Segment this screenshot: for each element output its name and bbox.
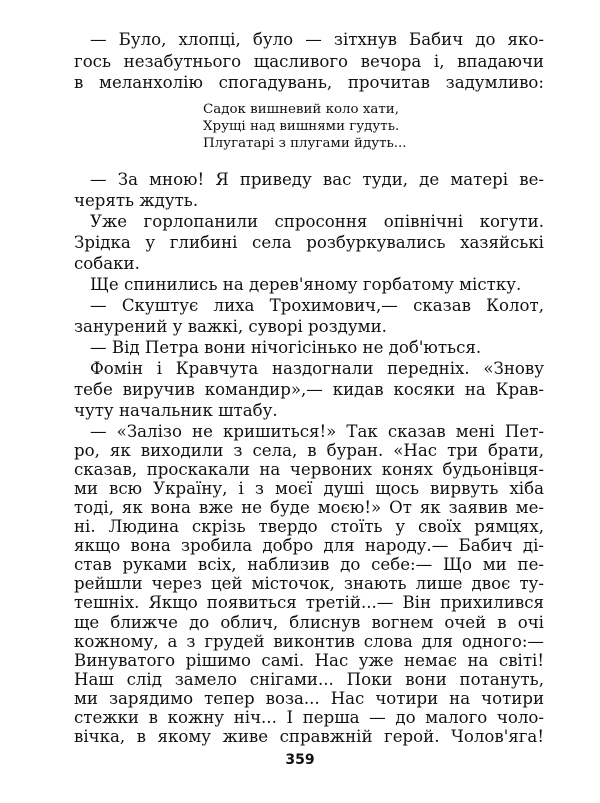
text-line: чуту начальник штабу. xyxy=(74,401,278,420)
text-line: рейшли через цей місточок, знають лише двоє ту- xyxy=(74,574,544,594)
text-line: став руками всіх, наблизив до себе:— Що ми пе- xyxy=(74,555,544,575)
text-line: — Скуштує лиха Трохимович,— сказав Колот, xyxy=(90,296,544,315)
text-line: сказав, проскакали на червоних конях будьонівця- xyxy=(74,460,544,480)
text-line: Винуватого рішимо самі. Нас уже немає на світі! xyxy=(74,650,544,670)
text-line: ми всю Україну, і з моєї душі щось вирвуть хіба xyxy=(74,479,544,499)
text-line: Зрідка у глибині села розбуркувались хазяйські xyxy=(74,233,544,252)
text-line: стежки в кожну ніч... І перша — до малого чоло- xyxy=(74,707,544,727)
text-line: кожному, а з грудей виконтив слова для одного:— xyxy=(74,631,544,651)
text-line: Наш слід замело снігами... Поки вони потануть, xyxy=(74,669,544,689)
verse-line: Садок вишневий коло хати, xyxy=(203,102,399,117)
text-line: — За мною! Я приведу вас туди, де матері ве- xyxy=(90,170,544,189)
text-line: черять ждуть. xyxy=(74,191,199,210)
text-line: ще ближче до облич, блиснув вогнем очей в очі xyxy=(74,612,544,632)
text-line: ро, як виходили з села, в буран. «Нас три брати, xyxy=(74,441,544,461)
verse-line: Хрущі над вишнями гудуть. xyxy=(203,119,400,134)
text-line: Уже горлопанили спросоння опівнічні когути. xyxy=(90,212,544,231)
text-line: собаки. xyxy=(74,254,140,273)
text-line: Ще спинились на дерев'яному горбатому містку. xyxy=(90,275,522,294)
text-line: ми зарядимо тепер воза... Нас чотири на чотири xyxy=(74,688,544,708)
text-line: в меланхолію спогадувань, прочитав задумливо: xyxy=(74,73,544,92)
page-number: 359 xyxy=(285,752,315,768)
text-line: ні. Людина скрізь твердо стоїть у своїх рямцях, xyxy=(74,517,544,537)
text-line: тоді, як вона вже не буде моєю!» От як заявив ме- xyxy=(74,498,544,518)
text-line: гось незабутнього щасливого вечора і, впадаючи xyxy=(74,52,544,71)
text-line: вічка, в якому живе справжній герой. Чолов'яга! xyxy=(74,726,544,746)
text-line: занурений у важкі, суворі роздуми. xyxy=(74,317,387,336)
text-line: Фомін і Кравчута наздогнали передніх. «Знову xyxy=(90,359,544,378)
text-line: — Від Петра вони нічогісінько не доб'ються. xyxy=(90,338,482,357)
text-line: — Було, хлопці, було — зітхнув Бабич до яко- xyxy=(90,30,544,49)
text-line: — «Залізо не кришиться!» Так сказав мені Пет- xyxy=(90,422,544,441)
text-line: якщо вона зробила добро для народу.— Бабич ді- xyxy=(74,536,544,556)
text-line: тебе виручив командир»,— кидав косяки на Крав- xyxy=(74,380,544,399)
verse-line: Плугатарі з плугами йдуть... xyxy=(203,136,407,151)
text-line: тешніх. Якщо появиться третій...— Він прихилився xyxy=(74,593,544,613)
